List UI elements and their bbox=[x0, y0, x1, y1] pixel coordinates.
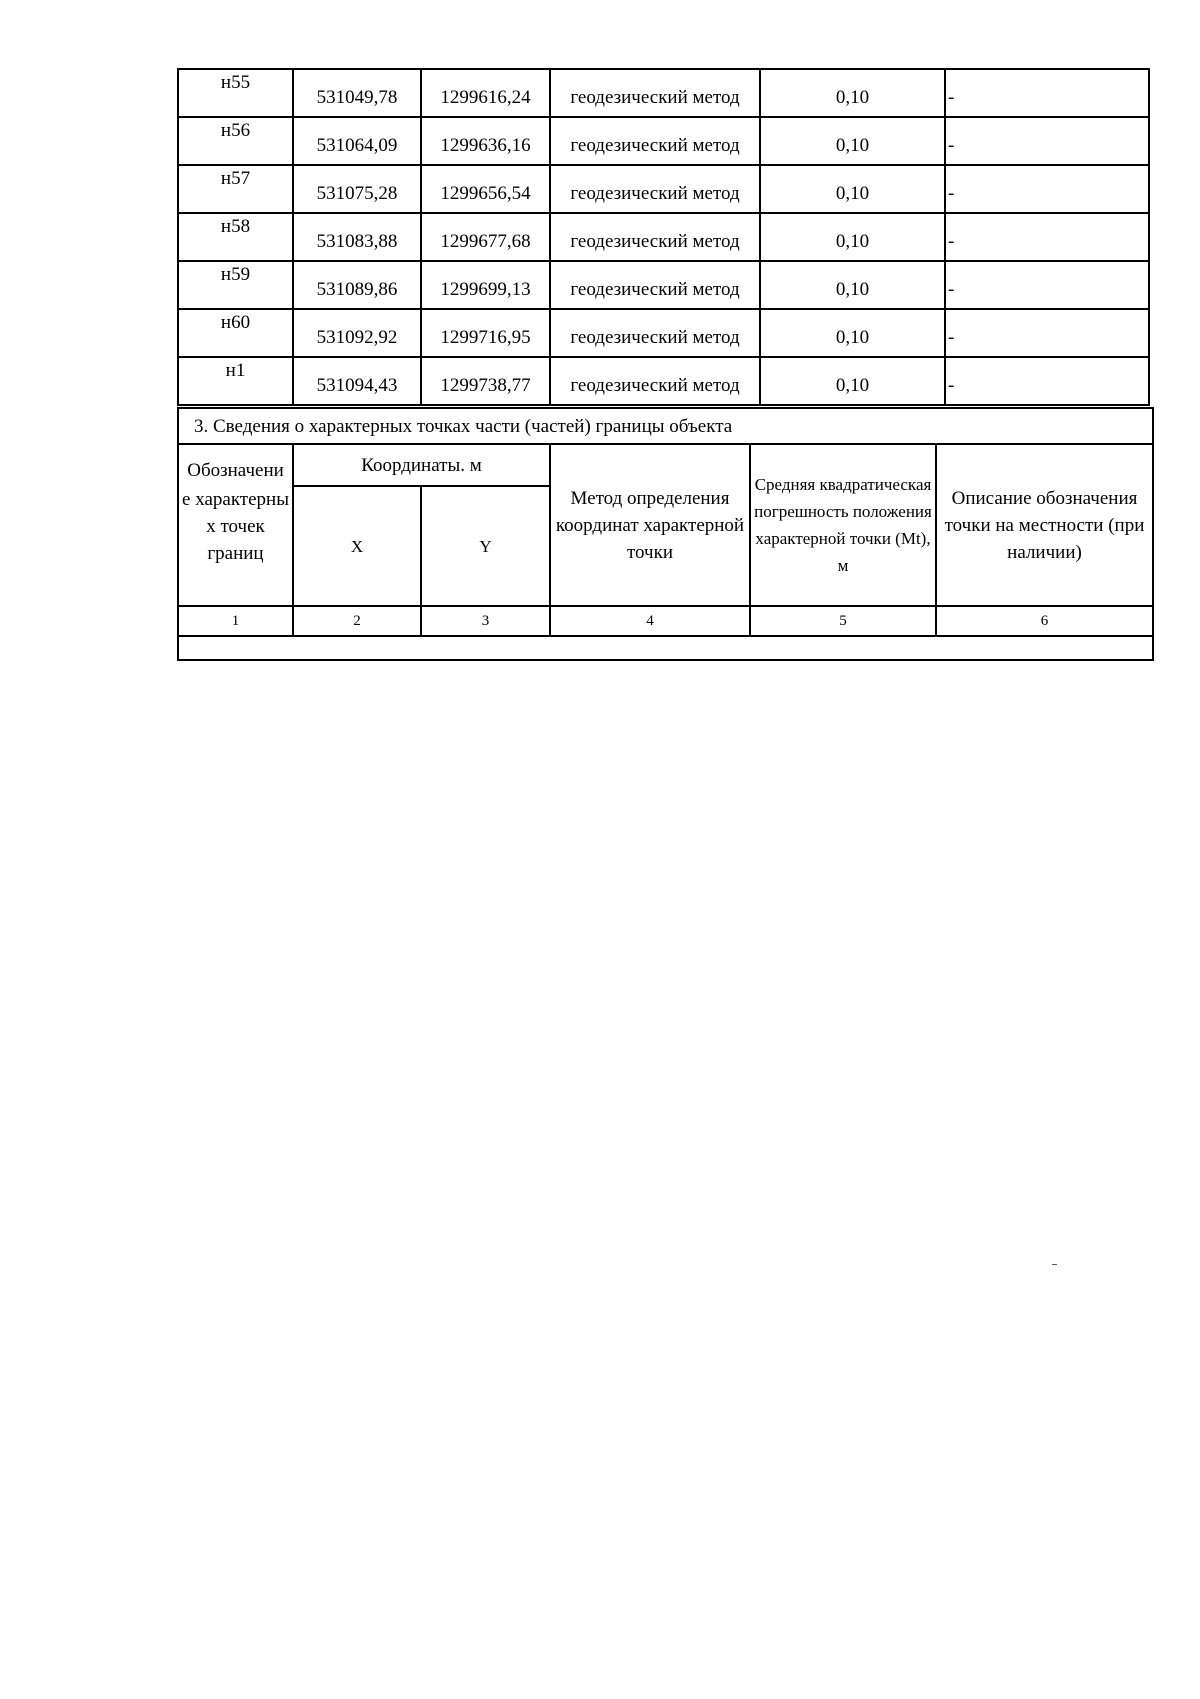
table-row bbox=[178, 309, 1149, 357]
point-name-cell: н56 bbox=[178, 117, 293, 165]
section3-title: 3. Сведения о характерных точках части (частей) границы объекта bbox=[178, 408, 1153, 444]
mean-square-error-cell: 0,10 bbox=[760, 261, 945, 309]
points-table-body bbox=[178, 69, 1149, 405]
empty-data-row bbox=[178, 636, 1153, 660]
description-cell: - bbox=[945, 117, 1149, 165]
table-row bbox=[178, 117, 1149, 165]
scan-speck bbox=[1052, 1264, 1057, 1265]
method-cell: геодезический метод bbox=[550, 261, 760, 309]
column-number-4: 4 bbox=[550, 606, 750, 636]
description-cell: - bbox=[945, 309, 1149, 357]
coord-x-cell: 531094,43 bbox=[293, 357, 421, 405]
method-cell: геодезический метод bbox=[550, 309, 760, 357]
coord-y-cell: 1299716,95 bbox=[421, 309, 550, 357]
coord-y-cell: 1299699,13 bbox=[421, 261, 550, 309]
table-row bbox=[178, 165, 1149, 213]
coord-x-cell: 531049,78 bbox=[293, 69, 421, 117]
method-cell: геодезический метод bbox=[550, 69, 760, 117]
point-name-cell: н57 bbox=[178, 165, 293, 213]
column-number-1: 1 bbox=[178, 606, 293, 636]
coord-x-cell: 531083,88 bbox=[293, 213, 421, 261]
header-coordinates: Координаты. м bbox=[293, 444, 550, 486]
description-cell: - bbox=[945, 261, 1149, 309]
method-cell: геодезический метод bbox=[550, 165, 760, 213]
coord-y-cell: 1299738,77 bbox=[421, 357, 550, 405]
method-cell: геодезический метод bbox=[550, 357, 760, 405]
mean-square-error-cell: 0,10 bbox=[760, 165, 945, 213]
points-table bbox=[177, 68, 1150, 406]
header-y: Y bbox=[421, 486, 550, 606]
table-row bbox=[178, 261, 1149, 309]
point-name-cell: н1 bbox=[178, 357, 293, 405]
coord-y-cell: 1299616,24 bbox=[421, 69, 550, 117]
description-cell: - bbox=[945, 357, 1149, 405]
table-row bbox=[178, 357, 1149, 405]
mean-square-error-cell: 0,10 bbox=[760, 69, 945, 117]
column-number-3: 3 bbox=[421, 606, 550, 636]
description-cell: - bbox=[945, 213, 1149, 261]
point-name-cell: н59 bbox=[178, 261, 293, 309]
header-description: Описание обозначения точки на местности (при наличии) bbox=[936, 444, 1153, 606]
mean-square-error-cell: 0,10 bbox=[760, 117, 945, 165]
coord-x-cell: 531075,28 bbox=[293, 165, 421, 213]
point-name-cell: н58 bbox=[178, 213, 293, 261]
section3-table bbox=[177, 407, 1154, 661]
coord-y-cell: 1299656,54 bbox=[421, 165, 550, 213]
method-cell: геодезический метод bbox=[550, 213, 760, 261]
table-row bbox=[178, 213, 1149, 261]
column-number-5: 5 bbox=[750, 606, 936, 636]
column-number-2: 2 bbox=[293, 606, 421, 636]
coord-x-cell: 531064,09 bbox=[293, 117, 421, 165]
coord-x-cell: 531092,92 bbox=[293, 309, 421, 357]
header-designation-top: Обозначени bbox=[178, 444, 293, 486]
header-mean-square-error: Средняя квадратическая погрешность положения характерной точки (Mt), м bbox=[750, 444, 936, 606]
header-x: X bbox=[293, 486, 421, 606]
header-method: Метод определения координат характерной точки bbox=[550, 444, 750, 606]
column-number-6: 6 bbox=[936, 606, 1153, 636]
method-cell: геодезический метод bbox=[550, 117, 760, 165]
coord-y-cell: 1299677,68 bbox=[421, 213, 550, 261]
mean-square-error-cell: 0,10 bbox=[760, 213, 945, 261]
mean-square-error-cell: 0,10 bbox=[760, 309, 945, 357]
mean-square-error-cell: 0,10 bbox=[760, 357, 945, 405]
description-cell: - bbox=[945, 165, 1149, 213]
table-row bbox=[178, 69, 1149, 117]
header-designation-bottom: е характерны х точек границ bbox=[178, 486, 293, 606]
coord-x-cell: 531089,86 bbox=[293, 261, 421, 309]
point-name-cell: н55 bbox=[178, 69, 293, 117]
description-cell: - bbox=[945, 69, 1149, 117]
point-name-cell: н60 bbox=[178, 309, 293, 357]
coord-y-cell: 1299636,16 bbox=[421, 117, 550, 165]
